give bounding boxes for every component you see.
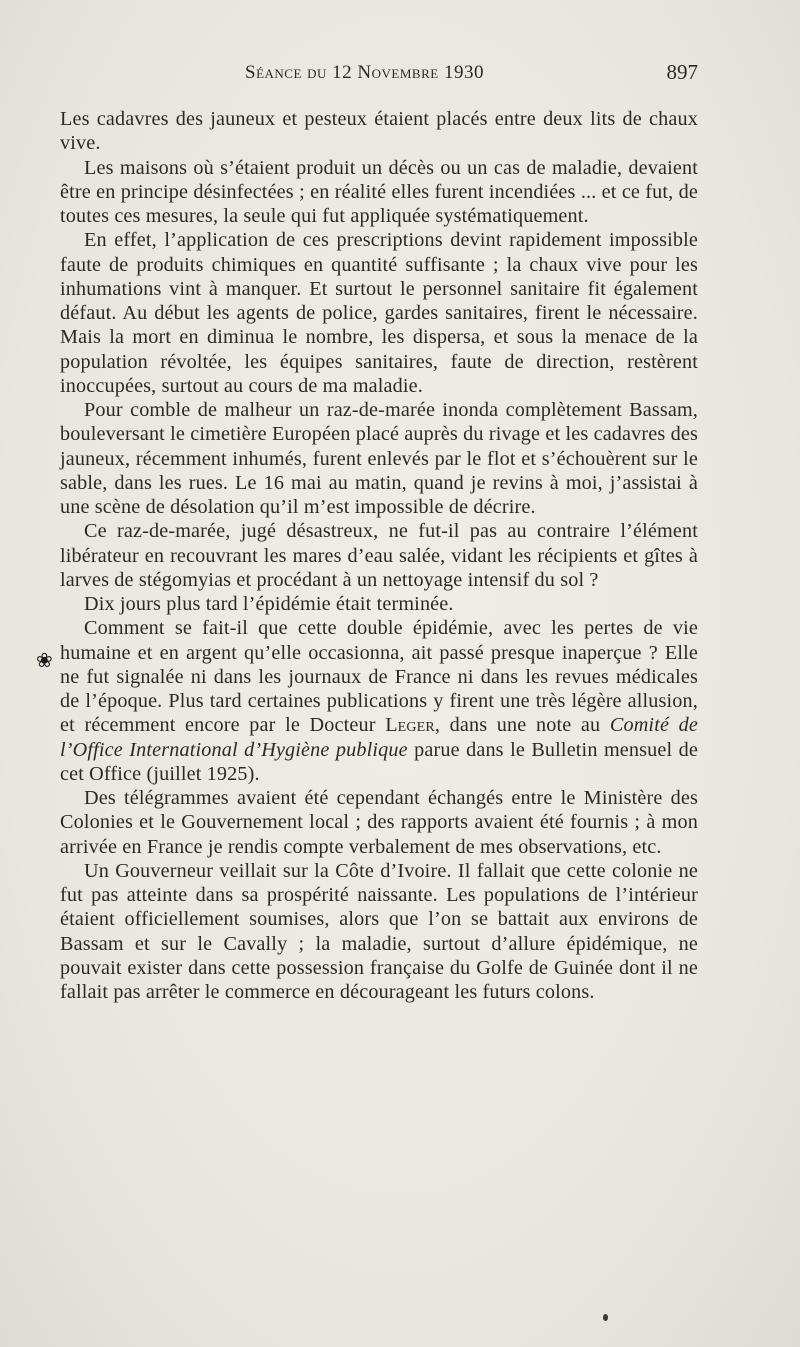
text-run: Des télégrammes avaient été cependant échangés entre le Ministère des Colonies et le Gouvernement local ; des rapports avaient été fournis ; à mon arrivée en France je rendis compte verbalement de mes observations, etc. bbox=[60, 787, 698, 858]
margin-mark-icon: ❀ bbox=[36, 648, 53, 672]
ink-dot-icon bbox=[603, 1314, 608, 1321]
text-run: Les cadavres des jauneux et pesteux étaient placés entre deux lits de chaux vive. bbox=[60, 108, 698, 155]
running-head bbox=[60, 62, 700, 92]
text-run: Dix jours plus tard l’épidémie était terminée. bbox=[84, 593, 454, 615]
text-run: Ce raz-de-marée, jugé désastreux, ne fut-il pas au contraire l’élément libérateur en recouvrant les mares d’eau salée, vidant les récipients et gîtes à larves de stégomyias et procédant à un nettoyage intensif du sol ? bbox=[60, 520, 698, 591]
paragraph bbox=[60, 616, 698, 786]
paragraph bbox=[60, 156, 698, 229]
paragraph bbox=[60, 107, 698, 156]
text-run: En effet, l’application de ces prescriptions devint rapidement impossible faute de produits chimiques en quantité suffisante ; la chaux vive pour les inhumations vint à manquer. Et surtout le personnel sanitaire fit également défaut. Au début les agents de police, gardes sanitaires, firent le nécessaire. Mais la mort en diminua le nombre, les dispersa, et sous la menace de la population révoltée, les équipes sanitaires, faute de direction, restèrent inoccupées, surtout au cours de ma maladie. bbox=[60, 229, 698, 397]
paragraph bbox=[60, 786, 698, 859]
body-text bbox=[60, 107, 698, 1004]
text-run: Un Gouverneur veillait sur la Côte d’Ivoire. Il fallait que cette colonie ne fut pas atteinte dans sa prospérité naissante. Les populations de l’intérieur étaient officiellement soumises, alors que l’on se battait aux environs de Bassam et sur le Cavally ; la maladie, surtout d’allure épidémique, ne pouvait exister dans cette possession française du Golfe de Guinée dont il ne fallait pas arrêter le commerce en décourageant les futurs colons. bbox=[60, 859, 698, 1003]
italic-title: Comité de l’Office International d’Hygiène publique bbox=[60, 714, 698, 761]
text-run: Les maisons où s’étaient produit un décès ou un cas de maladie, devaient être en principe désinfectées ; en réalité elles furent incendiées ... et ce fut, de toutes ces mesures, la seule qui fut appliquée systématiquement. bbox=[60, 156, 698, 227]
small-caps-name: Leger bbox=[385, 714, 435, 737]
paragraph bbox=[60, 228, 698, 398]
paragraph bbox=[60, 519, 698, 592]
text-run: parue dans le Bulletin mensuel de cet Office (juillet 1925). bbox=[60, 738, 698, 785]
paragraph bbox=[60, 859, 698, 1005]
text-run: Pour comble de malheur un raz-de-marée inonda complètement Bassam, bouleversant le cimetière Européen placé auprès du rivage et les cadavres des jauneux, récemment inhumés, furent enlevés par le flot et s’échouèrent sur le sable, dans les rues. Le 16 mai au matin, quand je revins à moi, j’assistai à une scène de désolation qu’il m’est impossible de décrire. bbox=[60, 399, 698, 518]
paragraph bbox=[60, 592, 698, 616]
text-run: Comment se fait-il que cette double épidémie, avec les pertes de vie humaine et en argent qu’elle occasionna, ait passé presque inaperçue ? Elle ne fut signalée ni dans les journaux de France ni dans les revues médicales de l’époque. Plus tard certaines publications y firent une très légère allusion, et récemment encore par le Docteur bbox=[60, 617, 698, 737]
paragraph bbox=[60, 398, 698, 519]
text-run: , dans une note au bbox=[434, 714, 610, 737]
header-title: Séance du 12 Novembre 1930 bbox=[245, 62, 484, 83]
page-number: 897 bbox=[666, 60, 698, 84]
